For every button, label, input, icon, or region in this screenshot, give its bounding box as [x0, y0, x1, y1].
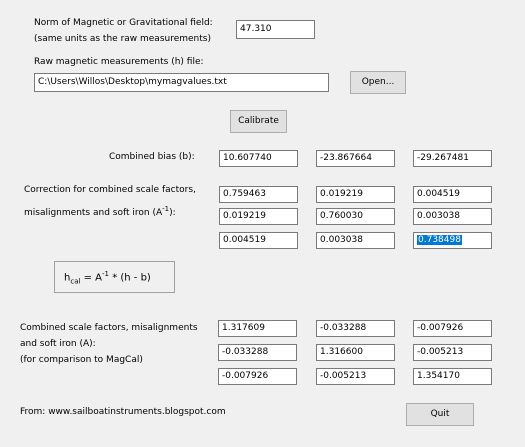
correction-cell-r2c1[interactable]: 0.019219 — [219, 208, 298, 225]
correction-label-line2: misalignments and soft iron $(A^{-1})$: — [24, 205, 176, 218]
norm-label-line2: (same units as the raw measurements) — [34, 34, 211, 44]
bias-label: Combined bias (b): — [109, 152, 195, 162]
combined-label-line2: and soft iron (A): — [20, 339, 96, 349]
calibrate-button[interactable]: Calibrate — [230, 110, 287, 133]
correction-label-line1: Correction for combined scale factors, — [24, 185, 196, 195]
correction-cell-r2c3[interactable]: 0.003038 — [413, 208, 492, 225]
combined-cell-r2c3[interactable]: -0.005213 — [413, 344, 492, 361]
combined-cell-r1c1[interactable]: 1.317609 — [218, 320, 297, 337]
formula-box — [54, 261, 175, 293]
correction-cell-r1c1[interactable]: 0.759463 — [219, 186, 298, 203]
combined-cell-r3c3[interactable]: 1.354170 — [413, 368, 492, 385]
combined-label-line3: (for comparison to MagCal) — [20, 355, 143, 365]
file-label: Raw magnetic measurements (h) file: — [34, 57, 204, 67]
combined-cell-r1c2[interactable]: -0.033288 — [316, 320, 395, 337]
combined-cell-r1c3[interactable]: -0.007926 — [413, 320, 492, 337]
bias-y-field[interactable]: -23.867664 — [316, 150, 395, 167]
combined-cell-r2c1[interactable]: -0.033288 — [218, 344, 297, 361]
correction-cell-r3c1[interactable]: 0.004519 — [219, 232, 298, 249]
selected-text: 0.738498 — [418, 235, 461, 245]
open-button[interactable]: Open... — [350, 71, 406, 94]
bias-z-field[interactable]: -29.267481 — [413, 150, 492, 167]
formula-text: $h_{cal} = A^{-1} * (h - b)$ — [64, 270, 151, 286]
source-credit: From: www.sailboatinstruments.blogspot.com — [20, 407, 226, 417]
correction-cell-r1c2[interactable]: 0.019219 — [316, 186, 395, 203]
combined-label-line1: Combined scale factors, misalignments — [20, 323, 198, 333]
correction-cell-r3c3[interactable] — [413, 232, 492, 249]
combined-cell-r2c2[interactable]: 1.316600 — [316, 344, 395, 361]
quit-button[interactable]: Quit — [406, 403, 474, 426]
correction-cell-r2c2[interactable]: 0.760030 — [316, 208, 395, 225]
file-path-input[interactable]: C:\Users\Willos\Desktop\mymagvalues.txt — [34, 73, 329, 92]
correction-cell-r1c3[interactable]: 0.004519 — [413, 186, 492, 203]
norm-input[interactable]: 47.310 — [236, 20, 315, 39]
bias-x-field[interactable]: 10.607740 — [219, 150, 298, 167]
norm-label-line1: Norm of Magnetic or Gravitational field: — [34, 18, 213, 28]
combined-cell-r3c2[interactable]: -0.005213 — [316, 368, 395, 385]
combined-cell-r3c1[interactable]: -0.007926 — [218, 368, 297, 385]
correction-cell-r3c2[interactable]: 0.003038 — [316, 232, 395, 249]
